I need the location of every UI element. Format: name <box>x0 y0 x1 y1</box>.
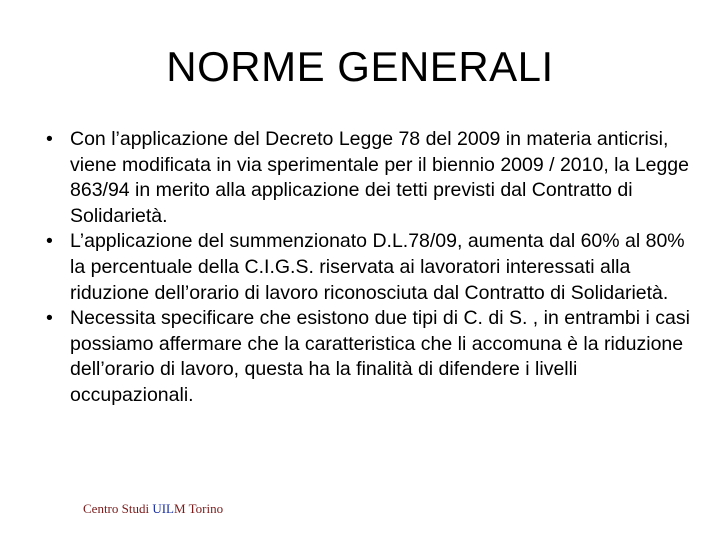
bullet-item <box>46 306 696 408</box>
footer-prefix: Centro Studi <box>83 501 153 516</box>
bullet-item <box>46 127 696 229</box>
bullet-icon: • <box>46 128 53 150</box>
bullet-text: Necessita specificare che esistono due tipi di C. di S. , in entrambi i casi possiamo affermare che la caratteristica che li accomuna è la riduzione dell’orario di lavoro, questa ha la finalità di difendere i livelli occupazionali. <box>70 307 690 406</box>
bullet-text: L’applicazione del summenzionato D.L.78/09, aumenta dal 60% al 80% la percentuale della C.I.G.S. riservata ai lavoratori interessati alla riduzione dell’orario di lavoro riconosciuta dal Contratto di Solidarietà. <box>70 230 685 304</box>
bullet-icon: • <box>46 230 53 253</box>
footer-highlight: UIL <box>152 501 175 516</box>
bullet-icon: • <box>46 307 53 330</box>
slide-title: NORME GENERALI <box>166 43 554 90</box>
footer-credit <box>83 500 223 518</box>
bullet-list <box>46 127 696 409</box>
bullet-text: Con l’applicazione del Decreto Legge 78 del 2009 in materia anticrisi, viene modificata in via sperimentale per il biennio 2009 / 2010, la Legge 863/94 in merito alla applicazione dei tetti previsti dal Contratto di Solidarietà. <box>70 128 689 227</box>
bullet-item <box>46 229 696 306</box>
footer-suffix: M Torino <box>174 501 224 516</box>
